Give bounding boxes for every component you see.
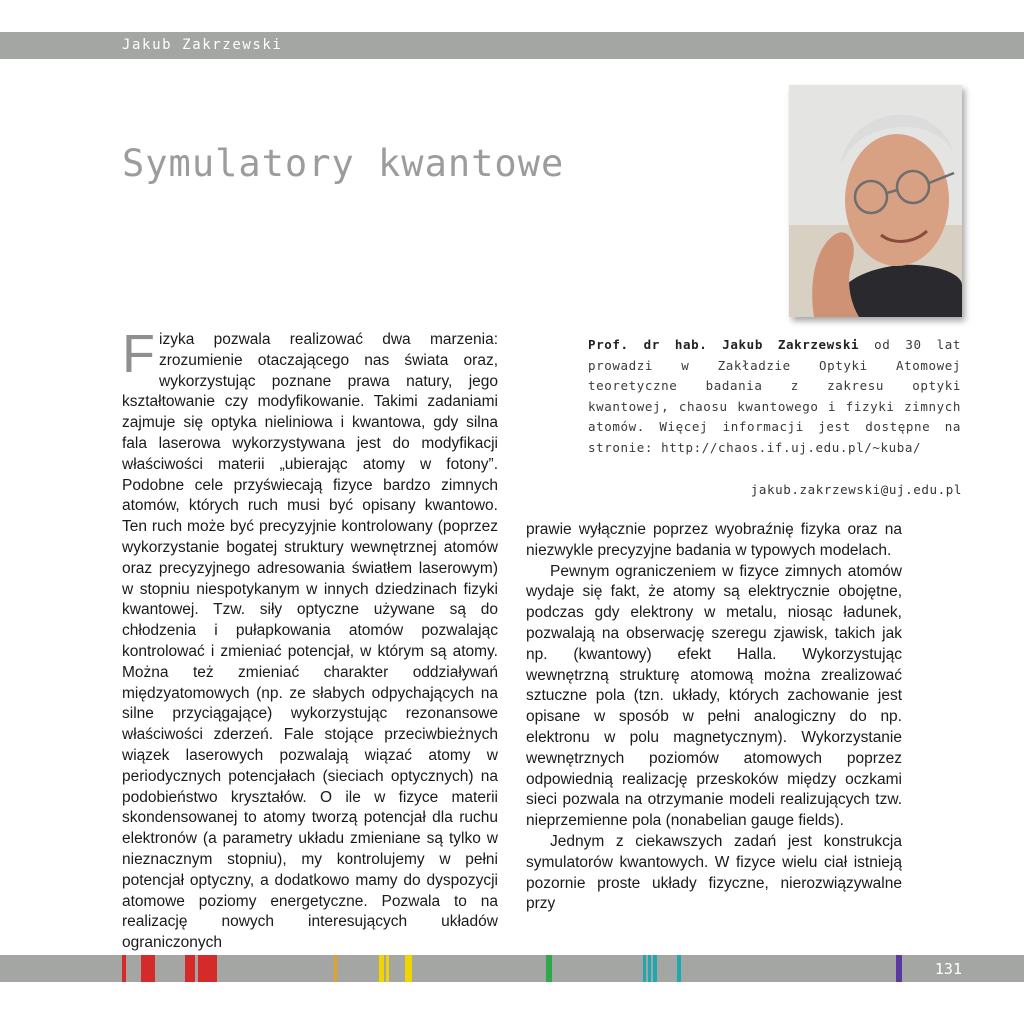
header-author: Jakub Zakrzewski [122, 37, 283, 53]
paragraph: prawie wyłącznie poprzez wyobraźnię fizyka oraz na niezwykle precyzyjne badania w typowych modelach. [526, 521, 902, 559]
article-title: Symulatory kwantowe [122, 142, 565, 185]
bio-text: od 30 lat prowadzi w Zakładzie Optyki Atomowej teoretyczne badania z zakresu optyki kwantowej, chaosu kwantowego i fizyki zimnych atomów. Więcej informacji jest dostępne na stronie: http://chaos.if.uj.edu.pl/~kuba/ [588, 337, 961, 455]
paragraph [122, 324, 498, 954]
page-number: 131 [934, 960, 962, 978]
footer-stripe [546, 955, 552, 982]
drop-cap: F [122, 324, 155, 384]
footer-stripe [677, 955, 681, 982]
footer-stripe [379, 955, 384, 982]
footer-stripe [334, 955, 337, 982]
author-bio [588, 335, 961, 458]
author-email: jakub.zakrzewski@uj.edu.pl [750, 482, 962, 497]
footer-bar [0, 955, 1024, 982]
article-column-1 [122, 324, 498, 954]
bio-name: Prof. dr hab. Jakub Zakrzewski [588, 337, 860, 352]
footer-stripe [896, 955, 902, 982]
footer-stripe [643, 955, 646, 982]
footer-stripe [122, 955, 126, 982]
footer-stripe [198, 955, 217, 982]
paragraph: Pewnym ograniczeniem w fizyce zimnych atomów wydaje się fakt, że atomy są elektrycznie obojętne, podczas gdy elektrony w metalu, niosąc ładunek, pozwalają na obserwację szeregu zjawisk, takich jak np. (kwantowy) efekt Halla. Wykorzystując wewnętrzną strukturę atomową można zrealizować sztuczne pola (tzn. układy, których zachowanie jest opisane w sposób w pełni analogiczny do np. elektronu w polu magnetycznym). Wykorzystanie wewnętrznych poziomów atomowych poprzez odpowiednią realizację przeskoków między oczkami sieci pozwala na otrzymanie modeli realizujących tzw. nieprzemienne pola (nonabelian gauge fields). [526, 562, 902, 830]
footer-stripe [141, 955, 155, 982]
paragraph-text: izyka pozwala realizować dwa marzenia: zrozumienie otaczającego nas świata oraz, wykorzystując poznane prawa natury, jego kształtowanie czy modyfikowanie. Takimi zadaniami zajmuje się optyka nieliniowa i kwantowa, gdy silna fala laserowa wykorzystywana jest do modyfikacji właściwości materii „ubierając atomy w fotony”. Podobne cele przyświecają fizyce bardzo zimnych atomów, których ruch musi być opisany kwantowo. Ten ruch może być precyzyjnie kontrolowany (poprzez wykorzystanie bogatej struktury wewnętrznej atomów oraz precyzyjnego adresowania światłem laserowym) w stopniu niespotykanym w innych dziedzinach fizyki kwantowej. Tzw. siły optyczne używane są do chłodzenia i pułapkowania atomów pozwalając kontrolować i zmieniać potencjał, w którym są atomy. Można też zmieniać charakter oddziaływań międzyatomowych (np. ze słabych odpychających na silne przyciągające) wykorzystując rezonansowe właściwości zderzeń. Fale stojące przeciwbieżnych wiązek laserowych pozwalają wiązać atomy w periodycznych potencjałach (sieciach optycznych) na podobieństwo kryształów. O ile w fizyce materii skondensowanej to atomy tworzą potencjał dla ruchu elektronów (a parametry układu zmieniane są tylko w nieznacznym stopniu), my kontrolujemy w pełni potencjał optyczny, a dodatkowo mamy do dyspozycji atomowe poziomy energetyczne. Pozwala to na realizację nowych interesujących układów ograniczonych [122, 331, 498, 952]
author-photo [789, 85, 962, 317]
footer-stripe [405, 955, 412, 982]
footer-stripe [185, 955, 195, 982]
footer-stripe [386, 955, 389, 982]
paragraph: Jednym z ciekawszych zadań jest konstrukcja symulatorów kwantowych. W fizyce wielu ciał istnieją pozornie proste układy fizyczne, nierozwiązywalne przy [526, 832, 902, 913]
footer-stripe [653, 955, 657, 982]
header-bar [0, 32, 1024, 59]
article-column-2 [526, 520, 902, 915]
footer-stripe [648, 955, 651, 982]
